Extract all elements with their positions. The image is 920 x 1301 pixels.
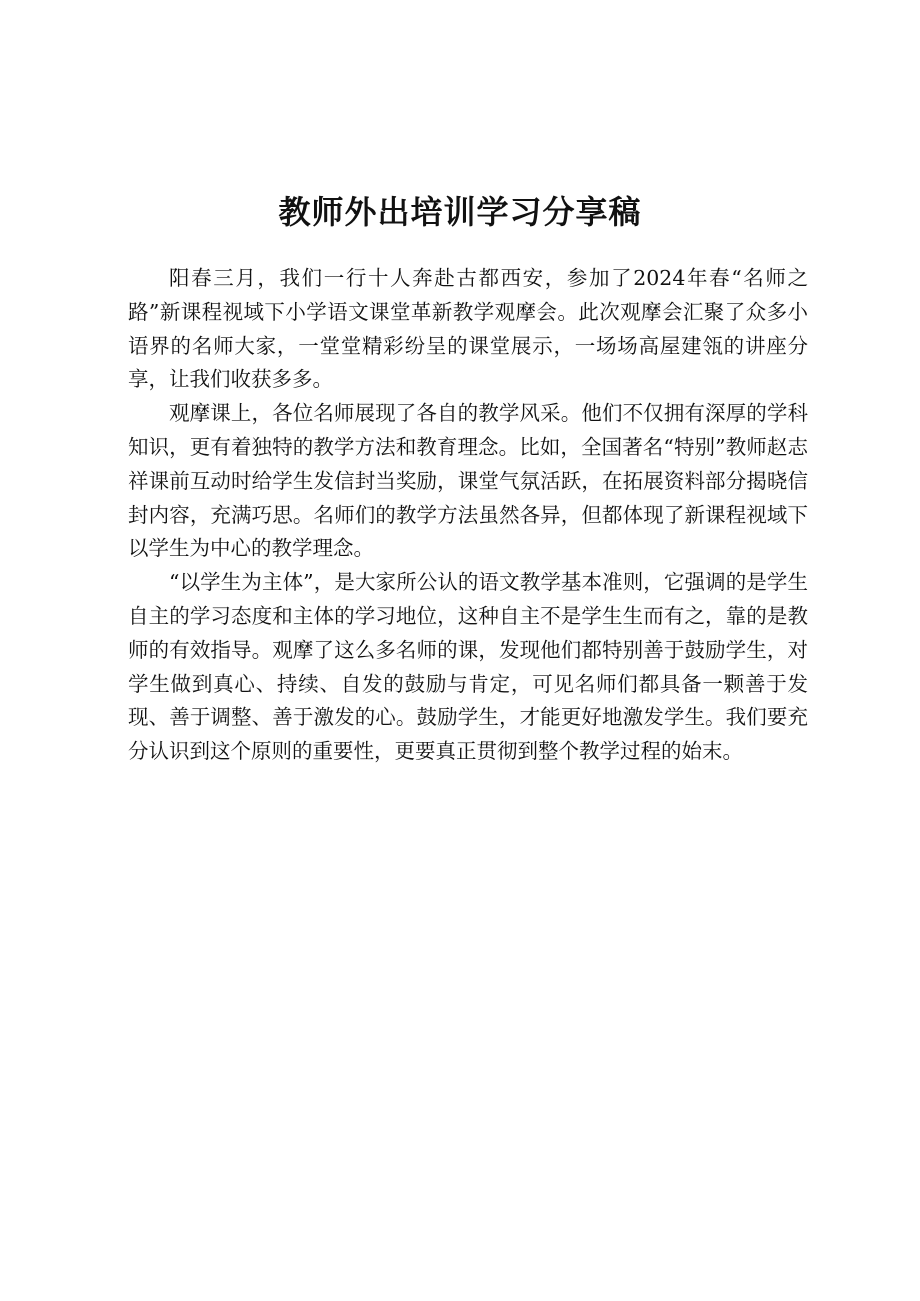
- paragraph-3: “以学生为主体”，是大家所公认的语文教学基本准则，它强调的是学生自主的学习态度和主体的学习地位，这种自主不是学生生而有之，靠的是教师的有效指导。观摩了这么多名师的课，发现他们都特别善于鼓励学生，对学生做到真心、持续、自发的鼓励与肯定，可见名师们都具备一颗善于发现、善于调整、善于激发的心。鼓励学生，才能更好地激发学生。我们要充分认识到这个原则的重要性，更要真正贯彻到整个教学过程的始末。: [128, 570, 808, 764]
- document-body: [128, 262, 808, 769]
- paragraph-1: 阳春三月，我们一行十人奔赴古都西安，参加了2024年春“名师之路”新课程视域下小学语文课堂革新教学观摩会。此次观摩会汇聚了众多小语界的名师大家，一堂堂精彩纷呈的课堂展示，一场场高屋建瓴的讲座分享，让我们收获多多。: [128, 266, 808, 392]
- document-title: 教师外出培训学习分享稿: [278, 193, 642, 231]
- paragraph-2: 观摩课上，各位名师展现了各自的教学风采。他们不仅拥有深厚的学科知识，更有着独特的教学方法和教育理念。比如，全国著名“特别”教师赵志祥课前互动时给学生发信封当奖励，课堂气氛活跃，在拓展资料部分揭晓信封内容，充满巧思。名师们的教学方法虽然各异，但都体现了新课程视域下以学生为中心的教学理念。: [128, 401, 808, 561]
